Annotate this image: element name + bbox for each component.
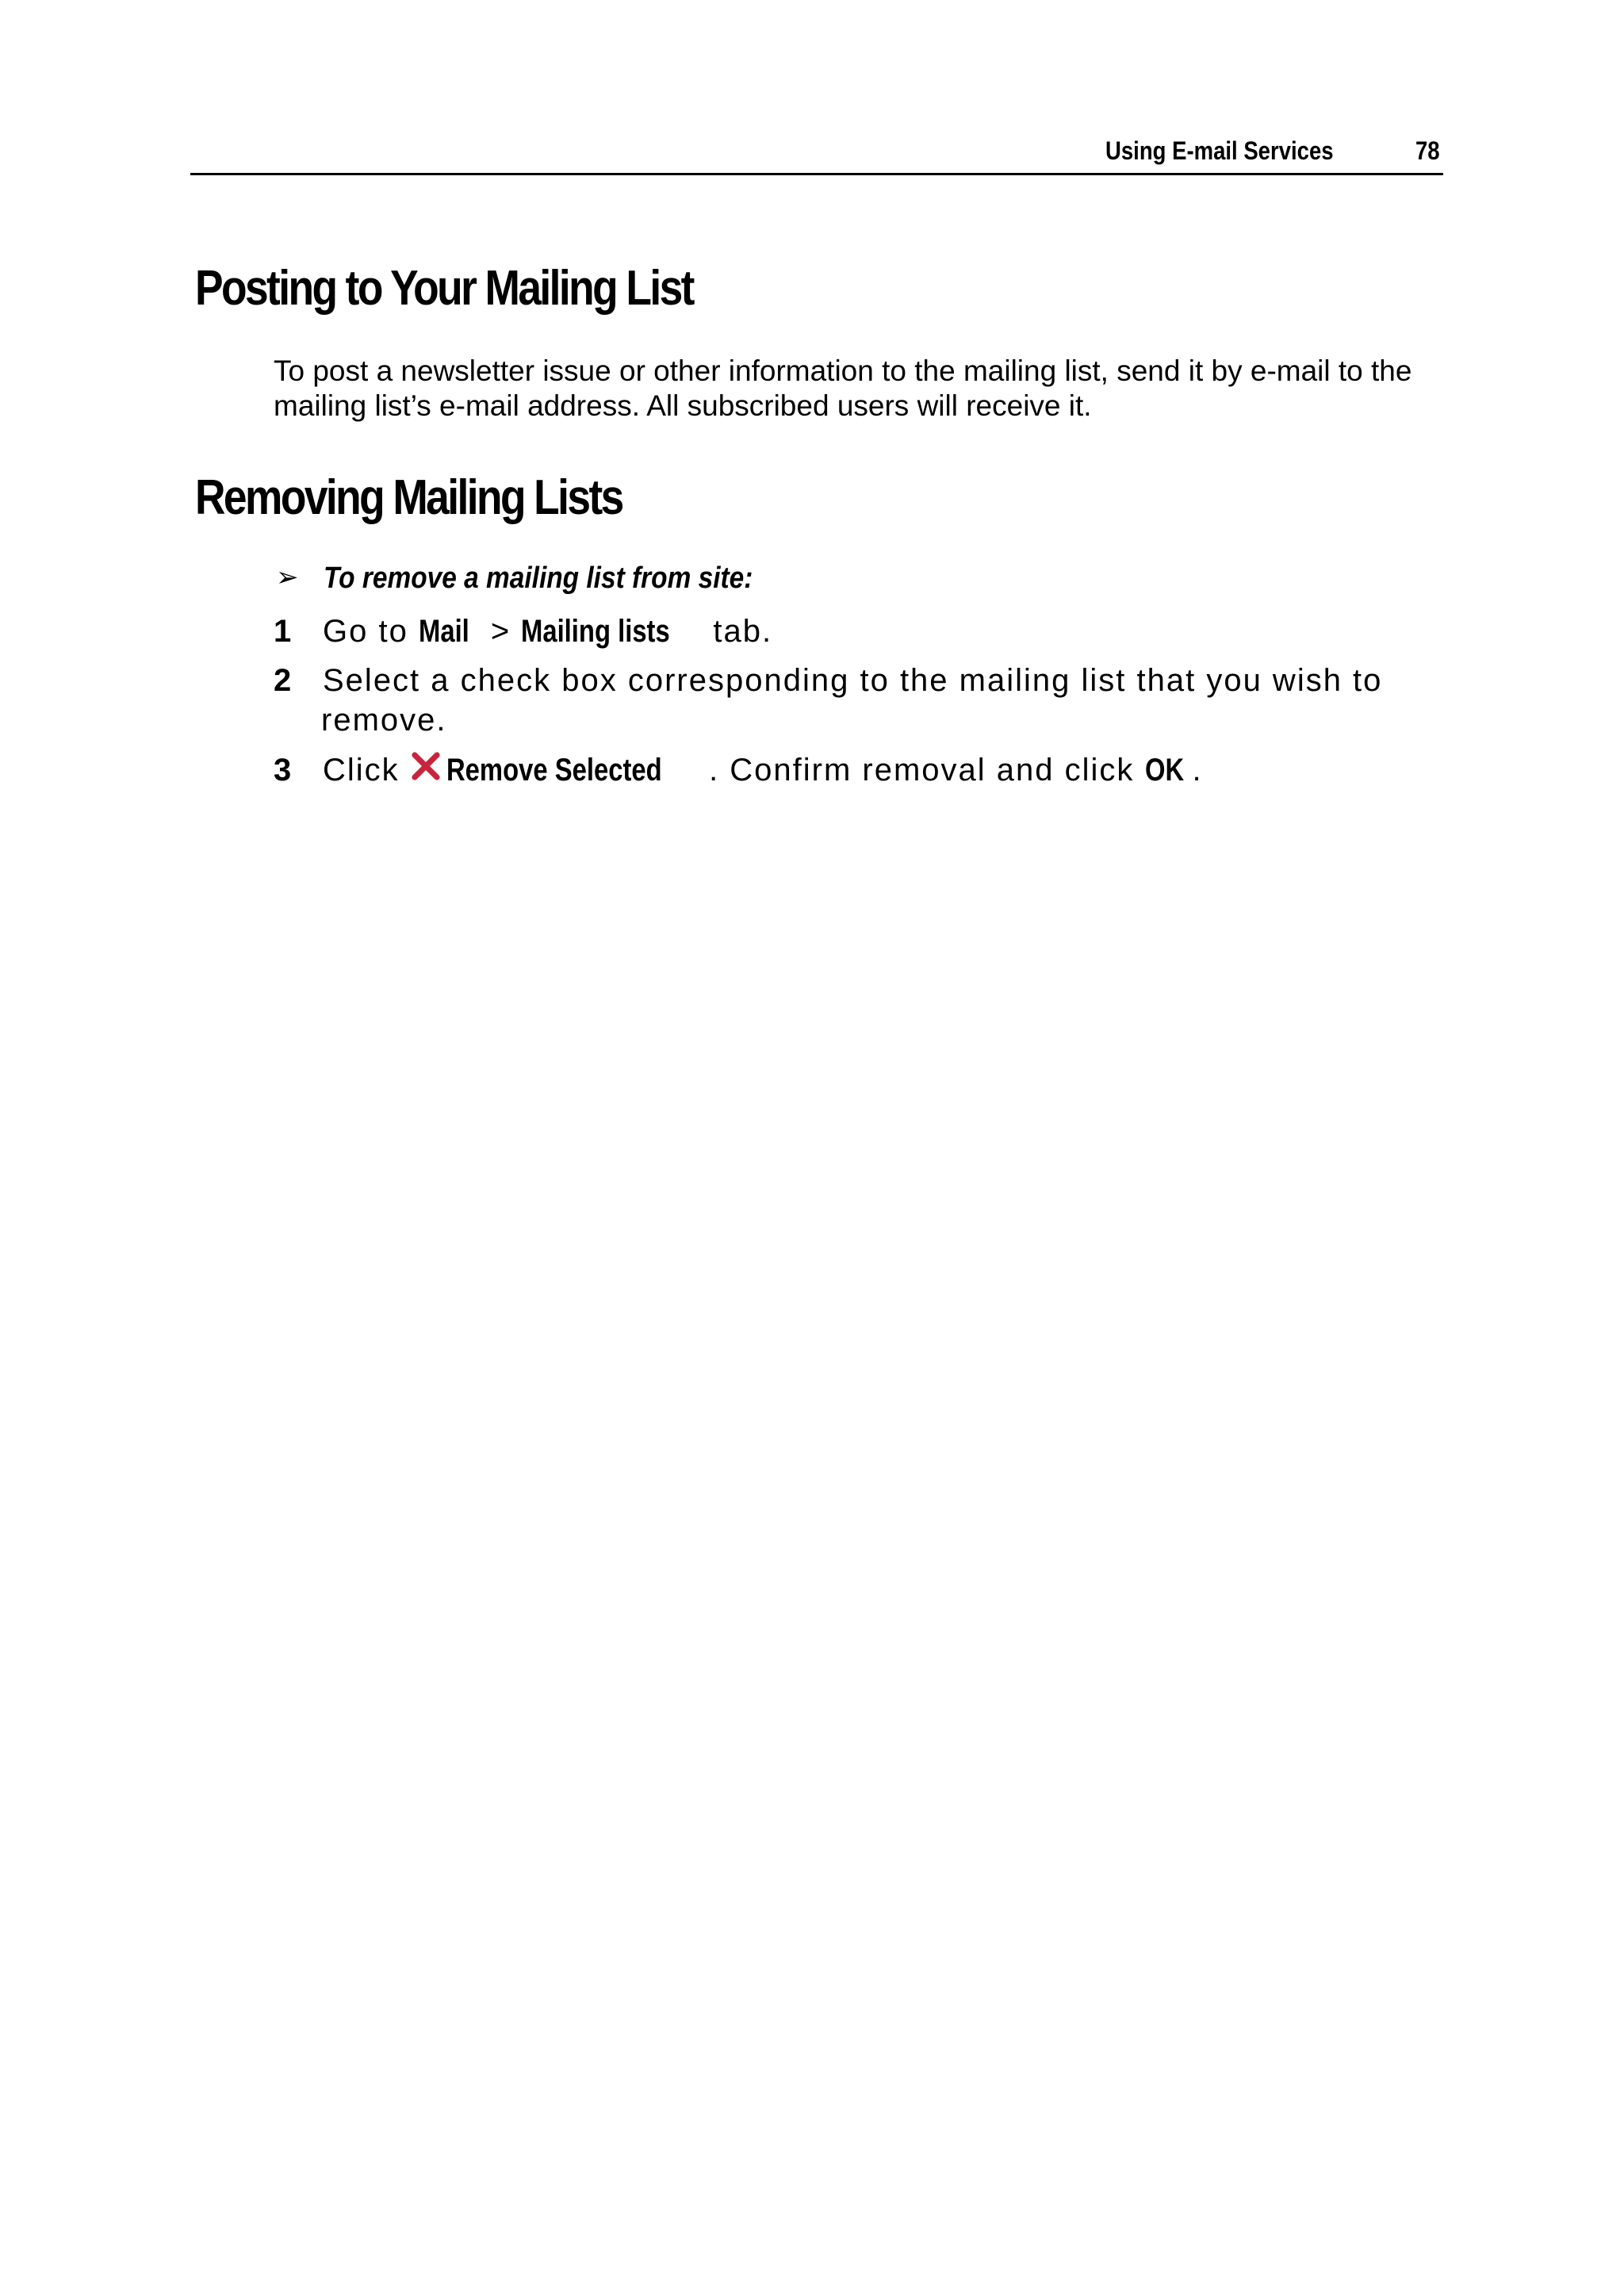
step-text: . Confirm removal and click [709,753,1145,788]
procedure-step [274,611,1439,651]
page-header [190,133,1443,175]
step-text: . [1192,753,1203,788]
header-section-title: Using E-mail Services [1105,136,1334,165]
ui-label-ok: OK [1144,753,1184,788]
step-number: 3 [274,753,292,788]
page-number: 78 [1415,136,1440,165]
step-text: > [480,614,522,649]
step-number: 2 [274,663,292,698]
step-number: 1 [274,614,292,649]
section-heading-removing: Removing Mailing Lists [195,470,622,525]
ui-label-mail: Mail [418,614,469,649]
step-text: Go to [323,614,419,649]
remove-x-icon [410,750,442,782]
procedure-step [274,661,1439,740]
ui-label-remove-selected: Remove Selected [446,753,662,788]
procedure-step [274,750,1439,790]
step-text: Select a check box corresponding to the mailing list that you wish to [323,663,1383,698]
arrowhead-bullet-icon: ➢ [276,562,299,592]
step-text-continued: remove. [321,703,447,738]
section-heading-posting: Posting to Your Mailing List [195,261,693,316]
step-text: tab. [703,614,773,649]
step-text: Click [323,753,410,788]
procedure-title-text: To remove a mailing list from site: [324,562,753,595]
procedure-title [276,562,811,596]
ui-label-mailing-lists: Mailing lists [521,614,671,649]
posting-paragraph: To post a newsletter issue or other information to the mailing list, send it by e-mail to the mailing list’s e-mail address. All subscribed users will receive it. [274,355,1412,422]
